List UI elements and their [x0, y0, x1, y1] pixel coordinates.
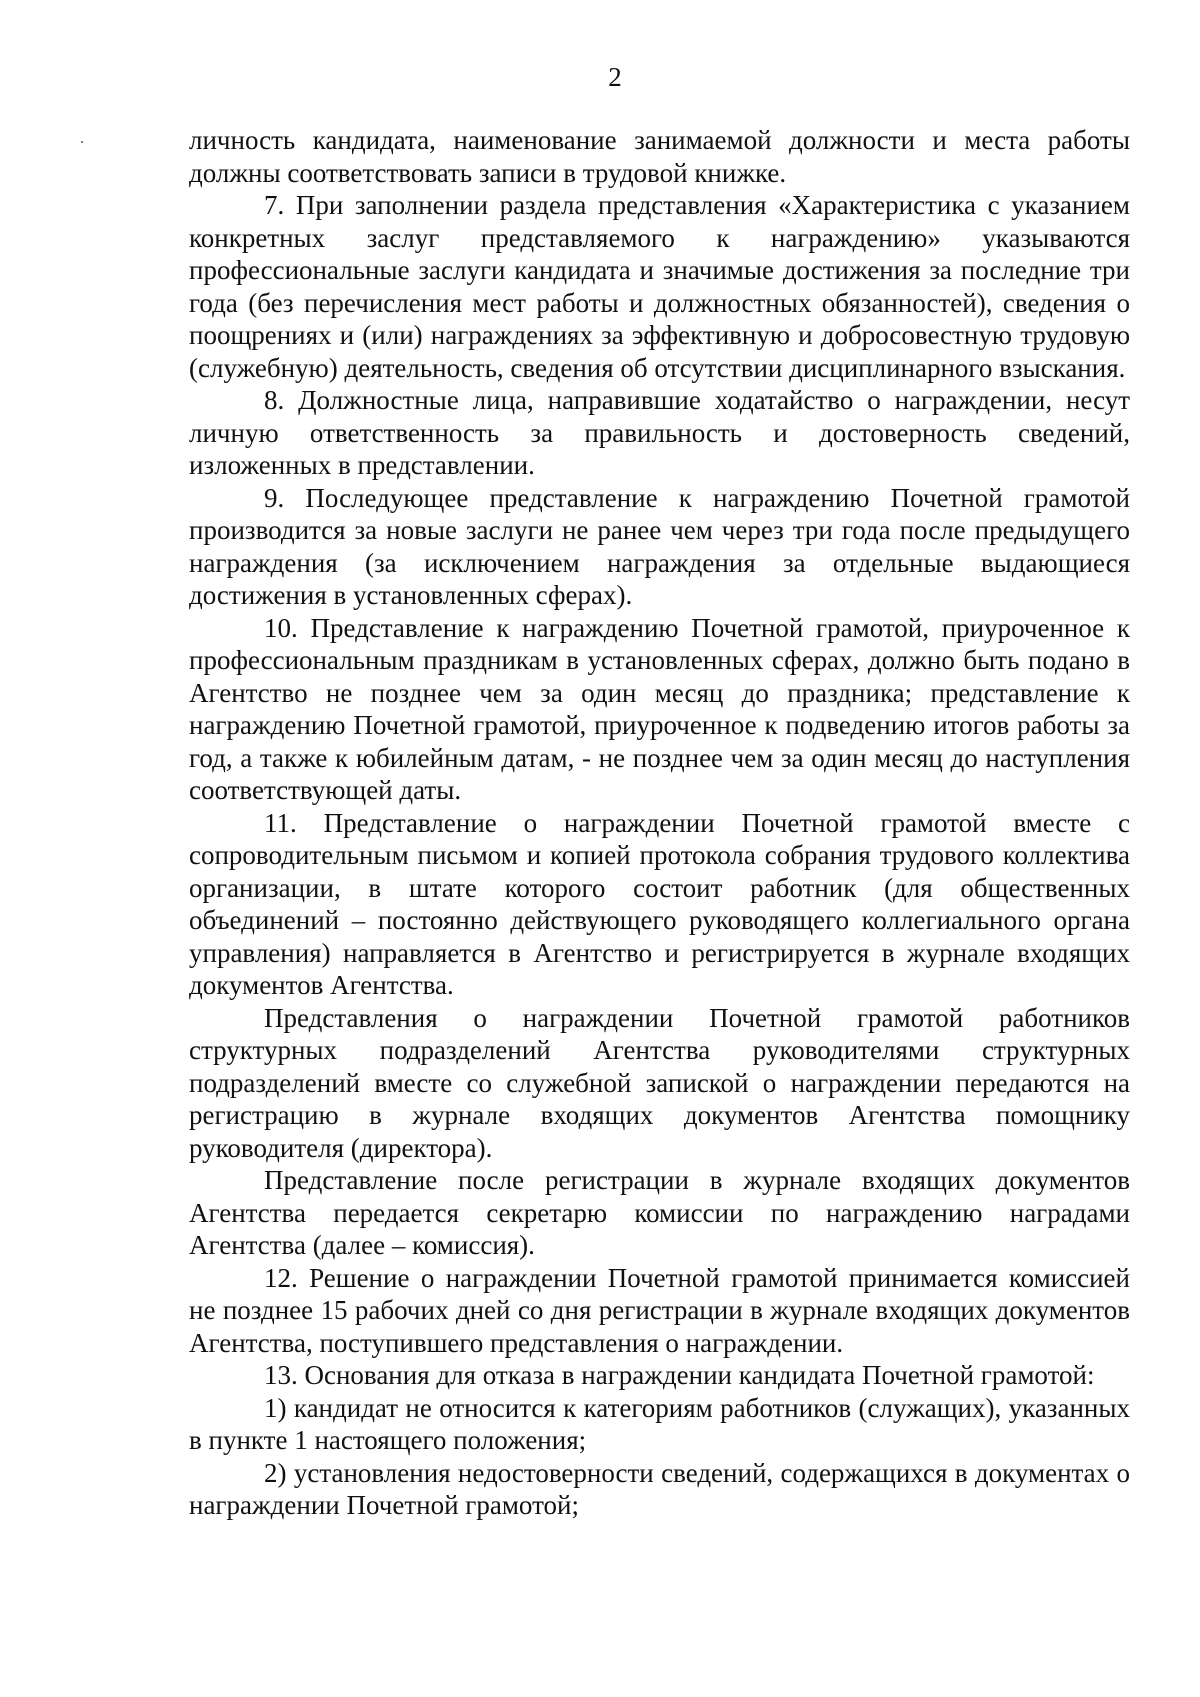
paragraph-item-10: 10. Представление к награждению Почетной грамотой, приуроченное к профессиональным праздникам в установленных сферах, должно быть подано в Агентство не позднее чем за один месяц до праздника; представление к награждению Почетной грамотой, приуроченное к подведению итогов работы за год, а также к юбилейным датам, - не позднее чем за один месяц до наступления соответствующей даты.: [189, 612, 1130, 805]
body-text: [189, 124, 1130, 1522]
paragraph-item-12: 12. Решение о награждении Почетной грамотой принимается комиссией не позднее 15 рабочих дней со дня регистрации в журнале входящих документов Агентства, поступившего представления о награждении.: [189, 1262, 1130, 1358]
scan-speck: [81, 141, 83, 143]
paragraph-item-9: 9. Последующее представление к награждению Почетной грамотой производится за новые заслуги не ранее чем через три года после предыдущего награждения (за исключением награждения за отдельные выдающиеся достижения в установленных сферах).: [189, 482, 1130, 610]
paragraph-item-13: 13. Основания для отказа в награждении кандидата Почетной грамотой:: [264, 1360, 1095, 1390]
paragraph-item-11-registration: Представление после регистрации в журнале входящих документов Агентства передается секретарю комиссии по награждению наградами Агентства (далее – комиссия).: [189, 1165, 1130, 1260]
paragraph-item-13-1: 1) кандидат не относится к категориям работников (служащих), указанных в пункте 1 настоящего положения;: [189, 1392, 1130, 1455]
paragraph-item-8: 8. Должностные лица, направившие ходатайство о награждении, несут личную ответственность за правильность и достоверность сведений, изложенных в представлении.: [189, 385, 1130, 480]
paragraph-item-7: 7. При заполнении раздела представления «Характеристика с указанием конкретных заслуг представляемого к награждению» указываются профессиональные заслуги кандидата и значимые достижения за последние три года (без перечисления мест работы и должностных обязанностей), сведения о поощрениях и (или) награждениях за эффективную и добросовестную трудовую (служебную) деятельность, сведения об отсутствии дисциплинарного взыскания.: [189, 190, 1130, 383]
paragraph-item-11-structural: Представления о награждении Почетной грамотой работников структурных подразделений Агентства руководителями структурных подразделений вместе со служебной запиской о награждении передаются на регистрацию в журнале входящих документов Агентства помощнику руководителя (директора).: [189, 1002, 1130, 1163]
page-number: 2: [608, 62, 622, 92]
paragraph-item-13-2: 2) установления недостоверности сведений, содержащихся в документах о награждении Почетной грамотой;: [189, 1457, 1130, 1520]
paragraph-continuation: личность кандидата, наименование занимаемой должности и места работы должны соответствовать записи в трудовой книжке.: [189, 125, 1130, 188]
paragraph-item-11: 11. Представление о награждении Почетной грамотой вместе с сопроводительным письмом и копией протокола собрания трудового коллектива организации, в штате которого состоит работник (для общественных объединений – постоянно действующего руководящего коллегиального органа управления) направляется в Агентство и регистрируется в журнале входящих документов Агентства.: [189, 807, 1130, 1000]
